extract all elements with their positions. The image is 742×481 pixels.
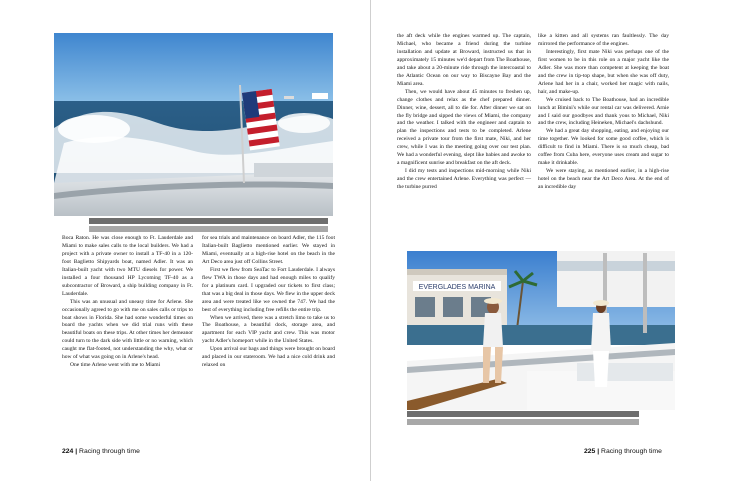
footer-separator: | <box>75 448 78 455</box>
paragraph: I did my tests and inspections mid-morning while Niki and the crew entertained Arlene. Everything was perfect — the turbine purred <box>397 168 531 191</box>
paragraph: First we flew from SeaTac to Fort Lauderdale. I always flew TWA in those days and had enough miles to qualify for a platinum card. I upgraded our tickets to first class; that was a big deal in those days. We flew in the upper deck area and were treated like we owned the 747. We had the best of everything including free refills the entire trip. <box>202 266 335 313</box>
yacht-wake-illustration <box>54 33 333 216</box>
caption-stripe-light <box>407 419 639 425</box>
left-page-column-1 <box>62 235 193 370</box>
paragraph: like a kitten and all systems ran faultlessly. The day mirrored the performance of the engines. <box>538 33 669 47</box>
page-footer-right <box>584 448 662 455</box>
paragraph: When we arrived, there was a stretch limo to take us to The Boathouse, a beautiful dock, storage area, and apartment for each VIP yacht and crew. This was motor yacht Adler's homeport while in the United States. <box>202 314 335 345</box>
paragraph: the aft deck while the engines warmed up. The captain, Michael, who became a friend during the turbine installation and update at Broward, instructed us that in approximately 15 minutes we'd depart from The Boathouse, and take about a 20-minute ride through the intercoastal to the Atlantic Ocean on our way to Biscayne Bay and the Miami area. <box>397 33 531 87</box>
left-page-column-2 <box>202 235 335 370</box>
caption-stripe-dark <box>407 411 639 417</box>
marina-deck-photo <box>407 251 675 410</box>
right-page-column-1 <box>397 33 531 192</box>
caption-stripe-light <box>89 226 328 232</box>
caption-stripe-dark <box>89 218 328 224</box>
paragraph: Boca Raton. He was close enough to Ft. Lauderdale and Miami to make sales calls to the local builders. We had a project with a private owner to install a TF-40 in a 120-foot Baglietto Shipyards boat, named Adler. It was an Italian-built yacht with two MTU diesels for power. We installed a four thousand HP Lycoming TF-40 as a subcontractor of Broward, a ship building company in Ft. Lauderdale. <box>62 235 193 297</box>
paragraph: Upon arrival our bags and things were brought on board and placed in our stateroom. We had a nice cold drink and relaxed on <box>202 346 335 369</box>
page-number: 224 <box>62 448 74 455</box>
page-footer-left <box>62 448 140 455</box>
running-title: Racing through time <box>79 448 140 455</box>
right-page <box>371 0 742 481</box>
paragraph: Interestingly, first mate Niki was perhaps one of the first women to be in this role on a major yacht like the Adler. She was more than competent at keeping the boat and the crew in tip-top shape, but when she was off duty, Arlene had her in a chair, worked her magic with nails, hair, and make-up. <box>538 48 669 95</box>
footer-separator: | <box>597 448 600 455</box>
left-page <box>0 0 370 481</box>
marina-sign: EVERGLADES MARINA <box>418 284 496 291</box>
page-number: 225 <box>584 448 596 455</box>
paragraph: This was an unusual and uneasy time for Arlene. She occasionally agreed to go with me on sales calls or trips to boat shows in Florida. She had some wonderful times on board the yachts when we did trial runs with these beautiful boats on these trips. At other times her demeanor could turn to the dark side with little or no warning, which caught me flat-footed, not understanding the why, what or how of what was going on in Arlene's head. <box>62 298 193 361</box>
yacht-wake-photo <box>54 33 333 216</box>
paragraph: Then, we would have about 45 minutes to freshen up, change clothes and relax as the chef prepared dinner. Dinner, wine, dessert, all to die for. After dinner we sat on the fly bridge and sipped the views of Miami, the company and the weather. I talked with the engineer and captain to plan the inspections and tests to be completed. Arlene received a private tour from the first mate, Niki, and her crew, while I was in the meeting going over our test plan. We had a wonderful evening, slept like babies and awoke to a magnificent sunrise and breakfast on the aft deck. <box>397 88 531 167</box>
marina-deck-illustration <box>407 251 675 410</box>
paragraph: We had a great day shopping, eating, and enjoying our time together. We looked for some good coffee, which is difficult to find in Miami. There is so much cheap, bad coffee from Cuba here, everyone uses cream and sugar to make it drinkable. <box>538 128 669 167</box>
paragraph: We cruised back to The Boathouse, had an incredible lunch at Bimini's while our rental car was delivered. Arnie and I said our goodbyes and thank yous to Michael, Niki and the crew, including Heineken, Michael's dachshund. <box>538 96 669 127</box>
paragraph: We were staying, as mentioned earlier, in a high-rise hotel on the beach near the Art Deco Area. At the end of an incredible day <box>538 168 669 191</box>
right-page-column-2 <box>538 33 669 192</box>
paragraph: One time Arlene went with me to Miami <box>70 362 161 369</box>
paragraph: for sea trials and maintenance on board Adler, the 115 foot Italian-built Baglietto mentioned earlier. We stayed in Miami, eventually at a high-rise hotel on the beach in the Art Deco area just off Collins Street. <box>202 235 335 265</box>
running-title: Racing through time <box>601 448 662 455</box>
